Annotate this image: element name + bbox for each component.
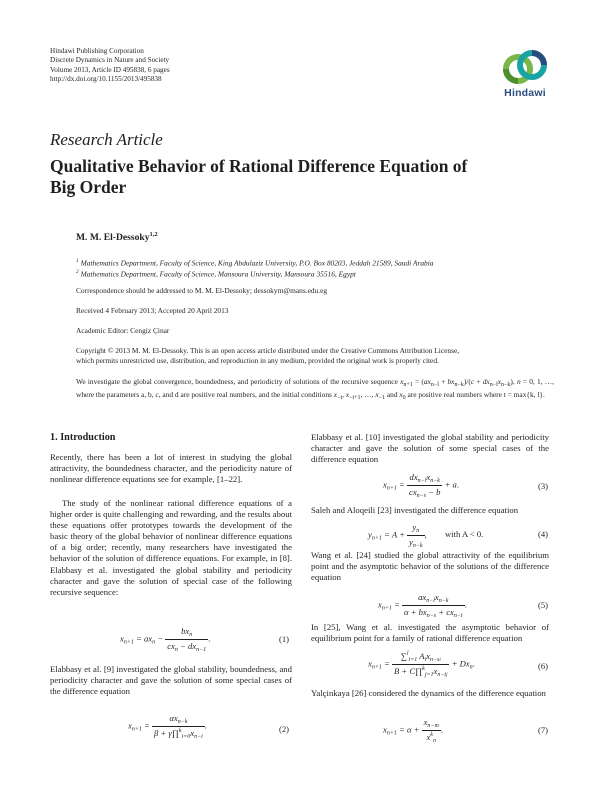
doi-link[interactable]: http://dx.doi.org/10.1155/2013/495838 xyxy=(50,74,162,83)
equation-2-number: (2) xyxy=(279,724,290,734)
hindawi-logo xyxy=(497,47,553,99)
intro-paragraph-2: The study of the nonlinear rational difference equations of a higher order is quite challenging and rewarding, and the results about these equations offer prototypes towards the development of the basic theory of the global behavior of nonlinear difference equations of a big order; recently, many researchers have investigated the behavior of the solution of difference equations. For example, in [8]. Elabbasy et al. investigated the global stability and periodicity character and gave the solution of special case of the following recursive sequence: xyxy=(50,498,292,597)
section-heading-introduction: 1. Introduction xyxy=(50,432,116,443)
equation-1: $x_{n+1} = ax_n$ − $\frac{bx_n}{cx_n - dx_{n-1}}$ . xyxy=(120,626,211,653)
received-accepted-dates: Received 4 February 2013; Accepted 20 April 2013 xyxy=(76,306,229,315)
hindawi-logo-icon xyxy=(502,47,548,87)
abstract: We investigate the global convergence, boundedness, and periodicity of solutions of the recursive sequence $x_{n+1} = (ax_{n-l} + bx_{n-k})/(c + dx_{n-l}x_{n-k})$, n = 0, 1, …, where the parameters a, b, c, and d are positive real numbers, and the initial conditions $x_{-t}$, $x_{-t+1}$, …, $x_{-1}$ and $x_0$ are positive real numbers where t = max{k, l}. xyxy=(76,377,554,402)
intro-paragraph-1: Recently, there has been a lot of interest in studying the global attractivity, the boundedness character, and the periodicity nature of nonlinear difference equations see for example, [1–22]. xyxy=(50,452,292,485)
title-line-2: Big Order xyxy=(50,177,127,197)
publication-info xyxy=(50,47,170,84)
equation-2: $x_{n+1}$ = $\frac{\alpha x_{n-k}}{\beta + \gamma\prod^k_{i=0}x_{n-i}}$ . xyxy=(128,713,207,740)
equation-3-number: (3) xyxy=(538,481,549,491)
volume-info: Volume 2013, Article ID 495838, 6 pages xyxy=(50,65,170,74)
equation-6-number: (6) xyxy=(538,661,549,671)
intro-paragraph-3: Elabbasy et al. [9] investigated the global stability, boundedness, and periodicity character and gave the solution of some special cases of the difference equation xyxy=(50,664,292,697)
right-paragraph-5: Yalçinkaya [26] considered the dynamics of the difference equation xyxy=(311,688,546,698)
right-paragraph-3: Wang et al. [24] studied the global attractivity of the equilibrium point and the asymptotic behavior of the solutions of the difference equation xyxy=(311,550,549,583)
title-line-1: Qualitative Behavior of Rational Difference Equation of xyxy=(50,156,468,176)
correspondence: Correspondence should be addressed to M. M. El-Dessoky; dessokym@mans.edu.eg xyxy=(76,286,328,295)
academic-editor: Academic Editor: Cengiz Çinar xyxy=(76,326,170,335)
equation-4-condition: with A < 0. xyxy=(445,529,484,539)
right-paragraph-1: Elabbasy et al. [10] investigated the global stability and periodicity character and gave the solution of some special cases of the difference equation xyxy=(311,432,549,465)
copyright-notice: Copyright © 2013 M. M. El-Dessoky. This is an open access article distributed under the Creative Commons Attribution License, which permits unrestricted use, distribution, and reproduction in any medium, provided the original work is properly cited. xyxy=(76,346,460,365)
equation-4-number: (4) xyxy=(538,529,549,539)
equation-7: $x_{n+1} = \alpha$ + $\frac{x_{n-m}}{x^k_n}$ . xyxy=(383,717,443,744)
equation-5-number: (5) xyxy=(538,600,549,610)
right-paragraph-4: In [25], Wang et al. investigated the asymptotic behavior of equilibrium point for a family of rational difference equation xyxy=(311,622,549,644)
equation-6: $x_{n+1}$ = $\frac{\sum^l_{i=1} A_ix_{n-si}}{B + C\prod^k_{j=1}x_{n-tj}}$ + $Dx_n$. xyxy=(368,651,475,678)
journal-name: Discrete Dynamics in Nature and Society xyxy=(50,56,170,65)
affiliation-1: $^1$ Mathematics Department, Faculty of Science, King Abdulaziz University, P.O. Box 80203, Jeddah 21589, Saudi Arabia xyxy=(76,258,434,268)
equation-1-number: (1) xyxy=(279,634,290,644)
article-title xyxy=(50,156,550,198)
article-type: Research Article xyxy=(50,130,163,149)
affiliation-2: $^2$ Mathematics Department, Faculty of Science, Mansoura University, Mansoura 35516, Egypt xyxy=(76,269,356,279)
equation-5: $x_{n+1}$ = $\frac{ax_{n-l}x_{n-k}}{\alpha + bx_{n-s} + cx_{n-t}}$ . xyxy=(378,592,467,619)
equation-7-number: (7) xyxy=(538,725,549,735)
author xyxy=(76,231,158,243)
equation-3: $x_{n+1}$ = $\frac{dx_{n-l}x_{n-k}}{cx_{n-s} - b}$ + a. xyxy=(383,472,459,499)
equation-4: $y_{n+1} = A$ + $\frac{y_n}{y_{n-k}}$ , xyxy=(368,522,427,549)
right-paragraph-2: Saleh and Aloqeili [23] investigated the difference equation xyxy=(311,505,519,515)
author-affil-marks: 1,2 xyxy=(149,231,158,238)
publisher-name: Hindawi Publishing Corporation xyxy=(50,47,144,55)
logo-text: Hindawi xyxy=(504,87,546,99)
author-name: M. M. El-Dessoky xyxy=(76,232,150,244)
